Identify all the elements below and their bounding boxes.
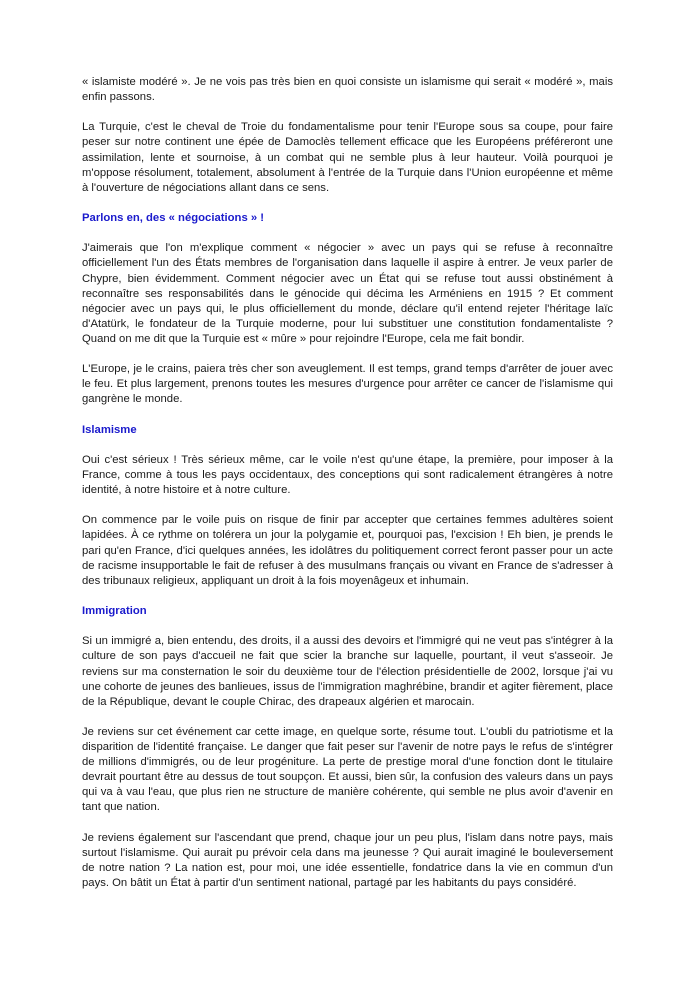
- paragraph-immigre: Si un immigré a, bien entendu, des droits, il a aussi des devoirs et l'immigré qui ne veut pas s'intégrer à la culture de son pays d'accueil ne fait que scier la branche sur laquelle, pourtant, il veut s'asseoir. Je reviens sur ma consternation le soir du deuxième tour de l'élection présidentielle de 2002, lorsque j'ai vu une cohorte de jeunes des banlieues, issus de l'immigration maghrébine, brandir et agiter fièrement, place de la République, devant le couple Chirac, des drapeaux algérien et marocain.: [82, 635, 613, 708]
- paragraph-turquie: La Turquie, c'est le cheval de Troie du fondamentalisme pour tenir l'Europe sous sa coupe, pour faire peser sur notre continent une épée de Damoclès tellement efficace que les Européens préféreront une assimilation, lente et sournoise, à un combat qui ne semble plus à leur hauteur. Voilà pourquoi je m'oppose résolument, totalement, absolument à l'entrée de la Turquie dans l'Union européenne et même à l'ouverture de négociations allant dans ce sens.: [82, 121, 613, 194]
- paragraph-europe: L'Europe, je le crains, paiera très cher son aveuglement. Il est temps, grand temps d'arrêter de jouer avec le feu. Et plus largement, prenons toutes les mesures d'urgence pour arrêter ce cancer de l'islamisme qui gangrène le monde.: [82, 363, 613, 406]
- paragraph-evenement: Je reviens sur cet événement car cette image, en quelque sorte, résume tout. L'oubli du patriotisme et la disparition de l'identité française. Le danger que fait peser sur l'avenir de notre pays le refus de s'intégrer de millions d'immigrés, ou de leur progéniture. La perte de prestige moral d'une fonction dont le titulaire devrait pourtant être au dessus de tout soupçon. Et aussi, bien sûr, la confusion des valeurs dans un pays qui va à vau l'eau, que plus rien ne structure de manière cohérente, qui semble ne plus avoir d'avenir en tant que nation.: [82, 725, 613, 814]
- section-heading-islamisme: Islamisme: [82, 423, 137, 436]
- section-heading-negociations: Parlons en, des « négociations » !: [82, 212, 265, 225]
- document-page: [82, 75, 613, 906]
- paragraph-negocier: J'aimerais que l'on m'explique comment « négocier » avec un pays qui se refuse à reconnaître officiellement l'un des États membres de l'organisation dans laquelle il aspire à entrer. Je veux parler de Chypre, bien évidemment. Comment négocier avec un État qui se refuse tout aussi obstinément à reconnaître ses responsabilités dans le génocide qui décima les Arméniens en 1915 ? Et comment négocier avec un pays qui, le plus officiellement du monde, déclare qu'il entend rejeter l'héritage laïc d'Atatürk, le fondateur de la Turquie moderne, pour lui substituer une constitution fondamentaliste ? Quand on me dit que la Turquie est « mûre » pour rejoindre l'Europe, cela me fait bondir.: [82, 242, 613, 345]
- paragraph-voile: On commence par le voile puis on risque de finir par accepter que certaines femmes adultères soient lapidées. À ce rythme on tolérera un jour la polygamie et, pourquoi pas, l'excision ! Eh bien, je prends le pari qu'en France, d'ici quelques années, les idolâtres du politiquement correct feront passer pour un acte de racisme insupportable le fait de refuser à des musulmans français ou vivant en France de s'adresser à des tribunaux religieux, appliquant un droit à la fois moyenâgeux et inhumain.: [82, 514, 613, 587]
- paragraph-ascendant: Je reviens également sur l'ascendant que prend, chaque jour un peu plus, l'islam dans notre pays, mais surtout l'islamisme. Qui aurait pu prévoir cela dans ma jeunesse ? Qui aurait imaginé le bouleversement de notre nation ? La nation est, pour moi, une idée essentielle, fondatrice dans la vie en commun d'un pays. On bâtit un État à partir d'un sentiment national, partagé par les habitants du pays considéré.: [82, 831, 613, 889]
- section-heading-immigration: Immigration: [82, 605, 147, 618]
- paragraph-serieux: Oui c'est sérieux ! Très sérieux même, car le voile n'est qu'une étape, la première, pour imposer à la France, comme à tous les pays occidentaux, des conceptions qui sont radicalement étrangères à notre identité, à notre histoire et à notre culture.: [82, 453, 613, 497]
- paragraph-islamiste-modere: « islamiste modéré ». Je ne vois pas très bien en quoi consiste un islamisme qui serait « modéré », mais enfin passons.: [82, 76, 613, 104]
